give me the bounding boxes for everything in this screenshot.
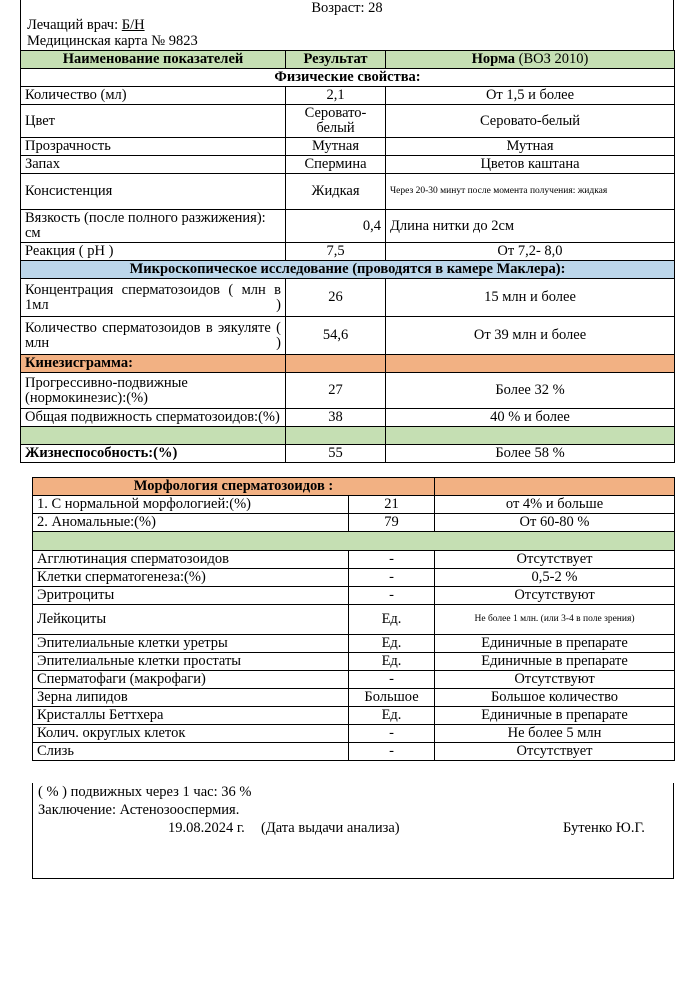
row-result: - xyxy=(349,569,435,587)
table-row xyxy=(21,174,675,210)
age-value: 28 xyxy=(368,0,383,16)
row-label: 2. Аномальные:(%) xyxy=(33,514,349,532)
table-row xyxy=(21,105,675,138)
row-result: - xyxy=(349,587,435,605)
patient-age-line xyxy=(21,0,673,17)
row-label: Вязкость (после полного разжижения): см xyxy=(21,210,286,243)
row-result: 2,1 xyxy=(286,87,386,105)
table-row xyxy=(21,138,675,156)
row-result: Ед. xyxy=(349,635,435,653)
row-result: 0,4 xyxy=(286,210,386,243)
section-row-morphology xyxy=(33,478,675,496)
table-row xyxy=(33,514,675,532)
row-label: Прогрессивно-подвижные (нормокинезис):(%) xyxy=(21,373,286,409)
row-label: Консистенция xyxy=(21,174,286,210)
row-label: Эпителиальные клетки уретры xyxy=(33,635,349,653)
table-row xyxy=(21,210,675,243)
table-row xyxy=(21,373,675,409)
spacer-row-green xyxy=(33,532,675,551)
row-norm: Большое количество xyxy=(435,689,675,707)
signature-name: Бутенко Ю.Г. xyxy=(563,820,645,836)
table-row xyxy=(33,635,675,653)
table-row xyxy=(33,707,675,725)
row-result: 7,5 xyxy=(286,243,386,261)
row-result: Большое xyxy=(349,689,435,707)
row-label: Количество сперматозоидов в эякуляте ( млн ) xyxy=(21,317,286,355)
row-label: 1. С нормальной морфологией:(%) xyxy=(33,496,349,514)
section-title-physical: Физические свойства: xyxy=(21,69,675,87)
row-result: 55 xyxy=(286,445,386,463)
row-label: Клетки сперматогенеза:(%) xyxy=(33,569,349,587)
row-label: Агглютинация сперматозоидов xyxy=(33,551,349,569)
row-label: Количество (мл) xyxy=(21,87,286,105)
row-result: Спермина xyxy=(286,156,386,174)
row-norm: Не более 1 млн. (или 3-4 в поле зрения) xyxy=(435,605,675,635)
row-result: 26 xyxy=(286,279,386,317)
spacer-cell-name xyxy=(21,427,286,445)
column-header-norm xyxy=(386,51,675,69)
row-label: Запах xyxy=(21,156,286,174)
row-label: Зерна липидов xyxy=(33,689,349,707)
row-result: Серовато-белый xyxy=(286,105,386,138)
table-row xyxy=(33,569,675,587)
column-header-norm-rest: (ВОЗ 2010) xyxy=(515,51,589,67)
row-result: 54,6 xyxy=(286,317,386,355)
report-footer xyxy=(32,783,674,879)
row-label: Реакция ( рН ) xyxy=(21,243,286,261)
row-norm: Цветов каштана xyxy=(386,156,675,174)
table-row-viability xyxy=(21,445,675,463)
row-norm: Отсутствует xyxy=(435,551,675,569)
card-label: Медицинская карта № xyxy=(27,33,166,49)
row-label: Жизнеспособность:(%) xyxy=(21,445,286,463)
row-label: Лейкоциты xyxy=(33,605,349,635)
motility-line: ( % ) подвижных через 1 час: 36 % xyxy=(38,784,252,800)
row-norm: Мутная xyxy=(386,138,675,156)
row-label: Цвет xyxy=(21,105,286,138)
section-title-kinesis: Кинезисграмма: xyxy=(21,355,286,373)
doctor-value: Б/Н xyxy=(121,17,145,33)
row-norm: Единичные в препарате xyxy=(435,707,675,725)
morphology-table xyxy=(32,477,675,761)
section-title-microscopic: Микроскопическое исследование (проводятся в камере Маклера): xyxy=(21,261,675,279)
row-result: Мутная xyxy=(286,138,386,156)
row-result: Ед. xyxy=(349,653,435,671)
row-result: 38 xyxy=(286,409,386,427)
row-result: - xyxy=(349,725,435,743)
table-header-row xyxy=(21,51,675,69)
row-result: Ед. xyxy=(349,605,435,635)
table-row xyxy=(21,87,675,105)
medical-card-line xyxy=(21,33,673,49)
row-label: Концентрация сперматозоидов ( млн в 1мл ) xyxy=(21,279,286,317)
spacer-row-green xyxy=(21,427,675,445)
column-header-norm-bold: Норма xyxy=(471,51,516,67)
age-label: Возраст: xyxy=(311,0,365,16)
row-norm: Серовато-белый xyxy=(386,105,675,138)
row-label: Прозрачность xyxy=(21,138,286,156)
row-result: - xyxy=(349,743,435,761)
table-row xyxy=(33,653,675,671)
row-norm: 15 млн и более xyxy=(386,279,675,317)
doctor-label: Лечащий врач: xyxy=(27,17,119,33)
row-label: Эпителиальные клетки простаты xyxy=(33,653,349,671)
card-value: 9823 xyxy=(168,33,198,49)
section-kinesis-result-cell xyxy=(286,355,386,373)
table-row xyxy=(33,496,675,514)
row-result: - xyxy=(349,671,435,689)
row-norm: От 39 млн и более xyxy=(386,317,675,355)
row-norm: Единичные в препарате xyxy=(435,635,675,653)
row-norm: От 1,5 и более xyxy=(386,87,675,105)
spacer-cell-result xyxy=(286,427,386,445)
patient-header xyxy=(20,0,674,50)
row-norm: Не более 5 млн xyxy=(435,725,675,743)
table-row xyxy=(21,409,675,427)
row-result: 21 xyxy=(349,496,435,514)
row-norm: Отсутствует xyxy=(435,743,675,761)
row-label: Сперматофаги (макрофаги) xyxy=(33,671,349,689)
row-result: 27 xyxy=(286,373,386,409)
row-result: Ед. xyxy=(349,707,435,725)
row-norm: Длина нитки до 2см xyxy=(386,210,675,243)
row-label: Общая подвижность сперматозоидов:(%) xyxy=(21,409,286,427)
table-row xyxy=(21,243,675,261)
row-norm: Через 20-30 минут после момента получения: жидкая xyxy=(386,174,675,210)
row-result: - xyxy=(349,551,435,569)
attending-doctor-line xyxy=(21,17,673,33)
table-row xyxy=(33,551,675,569)
section-row-physical xyxy=(21,69,675,87)
table-row xyxy=(33,587,675,605)
row-label: Эритроциты xyxy=(33,587,349,605)
table-row xyxy=(33,671,675,689)
table-row xyxy=(33,725,675,743)
section-row-microscopic xyxy=(21,261,675,279)
row-norm: Отсутствуют xyxy=(435,671,675,689)
row-result: 79 xyxy=(349,514,435,532)
row-norm: 0,5-2 % xyxy=(435,569,675,587)
row-norm: 40 % и более xyxy=(386,409,675,427)
table-row xyxy=(21,279,675,317)
section-title-morphology: Морфология сперматозоидов : xyxy=(33,478,435,496)
conclusion-line: Заключение: Астенозооспермия. xyxy=(38,802,240,818)
table-row xyxy=(21,156,675,174)
spacer-cell-norm xyxy=(386,427,675,445)
physical-properties-table xyxy=(20,50,675,463)
issue-date-label: (Дата выдачи анализа) xyxy=(261,820,400,836)
table-row xyxy=(33,743,675,761)
column-header-result: Результат xyxy=(286,51,386,69)
row-label: Колич. округлых клеток xyxy=(33,725,349,743)
row-norm: От 60-80 % xyxy=(435,514,675,532)
table-row xyxy=(33,605,675,635)
row-result: Жидкая xyxy=(286,174,386,210)
row-norm: Единичные в препарате xyxy=(435,653,675,671)
row-norm: Более 32 % xyxy=(386,373,675,409)
table-row xyxy=(21,317,675,355)
row-label: Кристаллы Беттхера xyxy=(33,707,349,725)
column-header-name: Наименование показателей xyxy=(21,51,286,69)
section-row-kinesis xyxy=(21,355,675,373)
issue-date: 19.08.2024 г. xyxy=(168,820,245,836)
section-kinesis-norm-cell xyxy=(386,355,675,373)
row-norm: Более 58 % xyxy=(386,445,675,463)
row-norm: от 4% и больше xyxy=(435,496,675,514)
spacer-cell xyxy=(33,532,675,551)
row-label: Слизь xyxy=(33,743,349,761)
section-morphology-norm-cell xyxy=(435,478,675,496)
table-row xyxy=(33,689,675,707)
row-norm: Отсутствуют xyxy=(435,587,675,605)
row-norm: От 7,2- 8,0 xyxy=(386,243,675,261)
